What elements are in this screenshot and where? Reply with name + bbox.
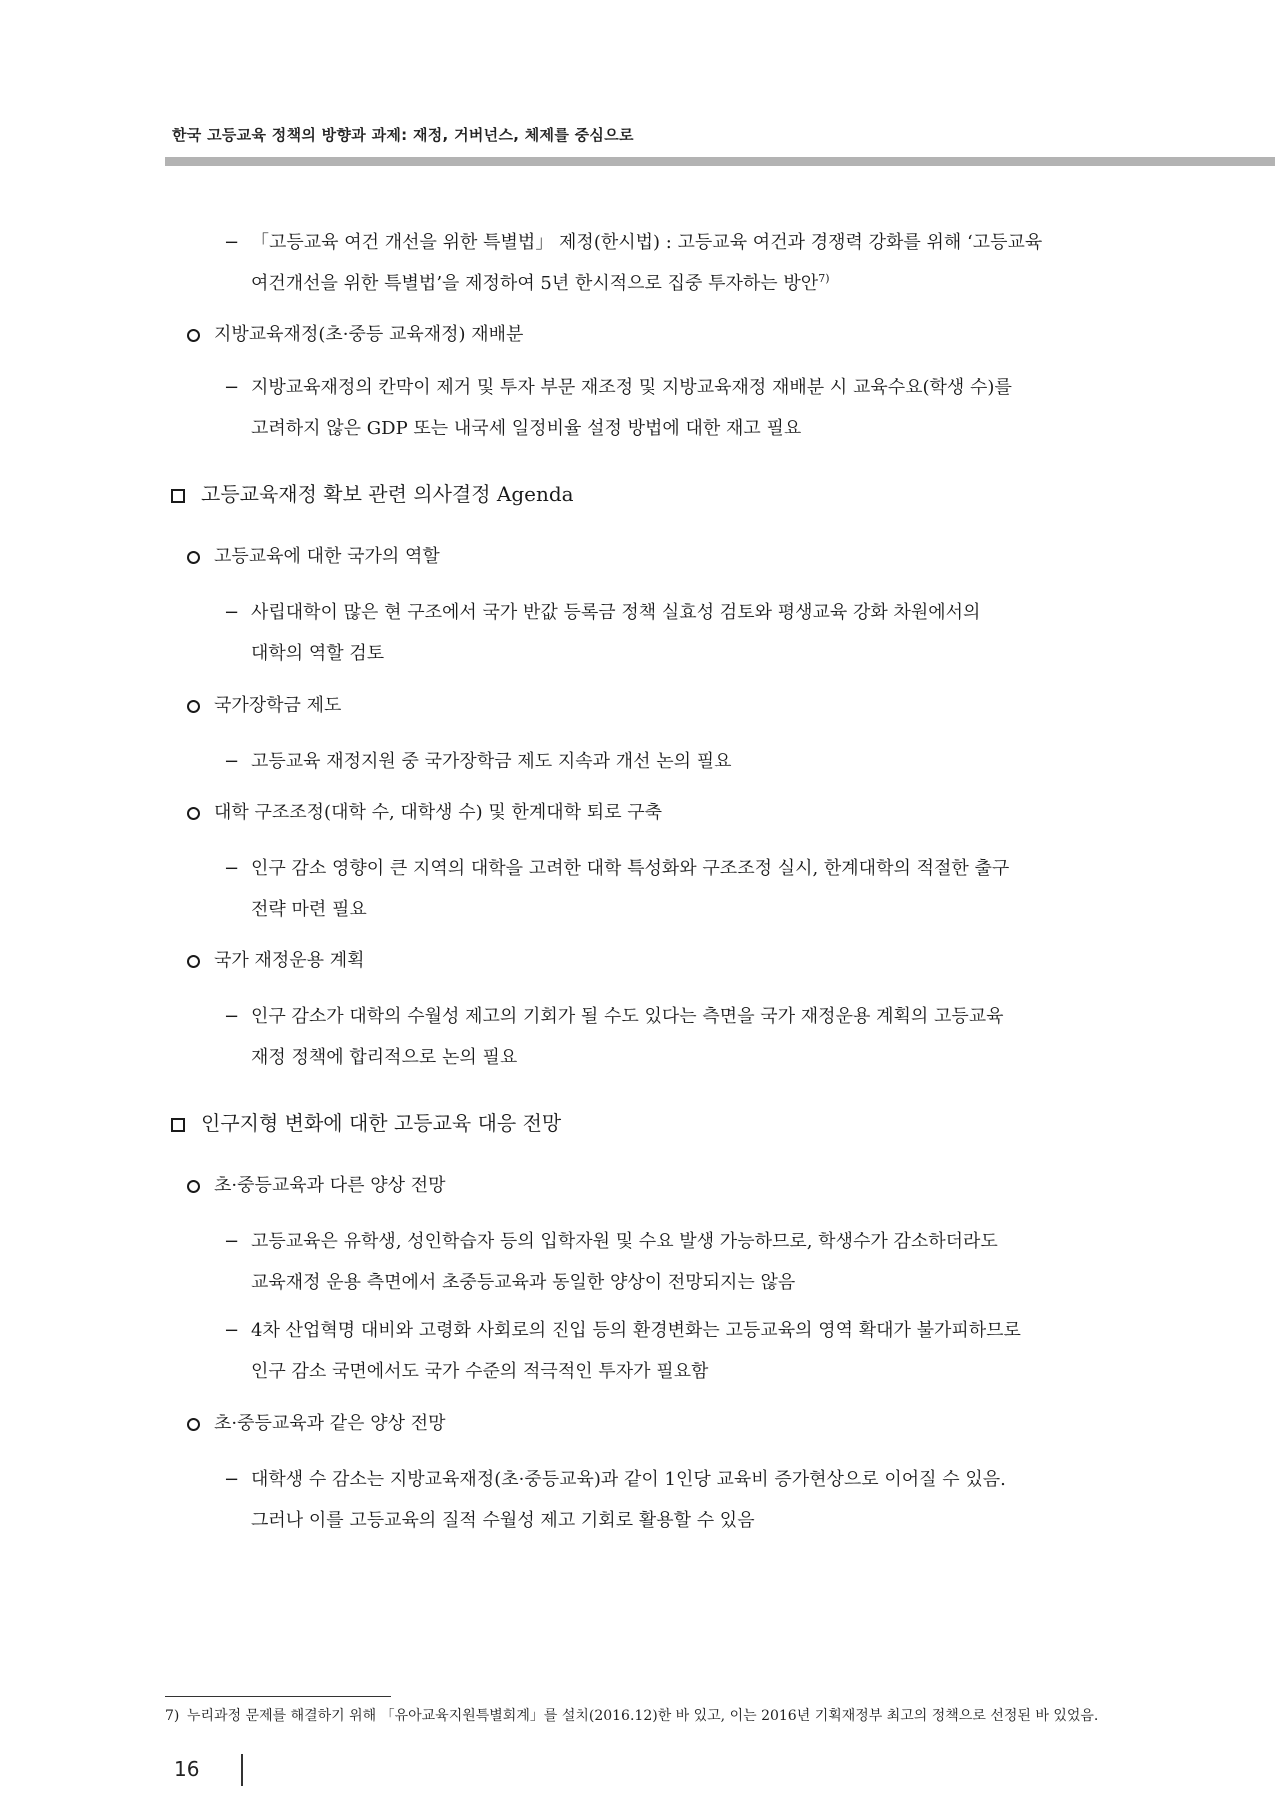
circle-bullet-icon xyxy=(187,807,200,820)
circle-bullet-icon xyxy=(187,1180,200,1193)
dash-bullet: − xyxy=(224,751,240,772)
dash-bullet: − xyxy=(224,858,240,879)
bullet-text: 4차 산업혁명 대비와 고령화 사회로의 진입 등의 환경변화는 고등교육의 영역 확대가 불가피하므로 xyxy=(251,1320,1021,1341)
sub-heading: 국가장학금 제도 xyxy=(214,695,342,716)
dash-bullet: − xyxy=(224,602,240,623)
bullet-text: 인구 감소 영향이 큰 지역의 대학을 고려한 대학 특성화와 구조조정 실시, 한계대학의 적절한 출구 xyxy=(251,858,1010,879)
sub-heading: 지방교육재정(초·중등 교육재정) 재배분 xyxy=(214,324,524,345)
square-bullet-icon xyxy=(171,1118,185,1132)
bullet-text: 사립대학이 많은 현 구조에서 국가 반값 등록금 정책 실효성 검토와 평생교육 강화 차원에서의 xyxy=(251,602,981,623)
bullet-text-cont: 전략 마련 필요 xyxy=(251,899,367,920)
footnote-ref: 7) xyxy=(818,272,830,285)
footnote xyxy=(165,1706,1125,1727)
bullet-text-cont: 그러나 이를 고등교육의 질적 수월성 제고 기회로 활용할 수 있음 xyxy=(251,1510,755,1531)
dash-bullet: − xyxy=(224,1231,240,1252)
section-heading: 인구지형 변화에 대한 고등교육 대응 전망 xyxy=(201,1111,562,1135)
sub-heading: 초·중등교육과 다른 양상 전망 xyxy=(214,1175,446,1196)
bullet-text-cont: 재정 정책에 합리적으로 논의 필요 xyxy=(251,1047,518,1068)
bullet-text-cont: 고려하지 않은 GDP 또는 내국세 일정비율 설정 방법에 대한 재고 필요 xyxy=(251,418,802,439)
dash-bullet: − xyxy=(224,1320,240,1341)
square-bullet-icon xyxy=(171,489,185,503)
sub-heading: 국가 재정운용 계획 xyxy=(214,950,365,971)
circle-bullet-icon xyxy=(187,1418,200,1431)
footnote-rule xyxy=(165,1696,391,1697)
bullet-text: 지방교육재정의 칸막이 제거 및 투자 부문 재조정 및 지방교육재정 재배분 시 교육수요(학생 수)를 xyxy=(251,377,1012,398)
bullet-text: 여건개선을 위한 특별법’을 제정하여 5년 한시적으로 집중 투자하는 방안 xyxy=(251,273,819,294)
dash-bullet: − xyxy=(224,232,240,253)
bullet-text-cont: 대학의 역할 검토 xyxy=(251,643,385,664)
bullet-text: 고등교육 재정지원 중 국가장학금 제도 지속과 개선 논의 필요 xyxy=(251,751,732,772)
sub-heading: 초·중등교육과 같은 양상 전망 xyxy=(214,1413,446,1434)
bullet-text-cont: 교육재정 운용 측면에서 초중등교육과 동일한 양상이 전망되지는 않음 xyxy=(251,1272,796,1293)
bullet-text: 「고등교육 여건 개선을 위한 특별법」 제정(한시법) : 고등교육 여건과 경쟁력 강화를 위해 ‘고등교육 xyxy=(251,232,1043,253)
section-heading: 고등교육재정 확보 관련 의사결정 Agenda xyxy=(201,482,574,506)
dash-bullet: − xyxy=(224,1006,240,1027)
bullet-text-cont xyxy=(251,272,830,296)
bullet-text: 인구 감소가 대학의 수월성 제고의 기회가 될 수도 있다는 측면을 국가 재정운용 계획의 고등교육 xyxy=(251,1006,1004,1027)
page-header: 한국 고등교육 정책의 방향과 과제: 재정, 거버넌스, 체제를 중심으로 xyxy=(172,126,634,144)
dash-bullet: − xyxy=(224,377,240,398)
bullet-text: 대학생 수 감소는 지방교육재정(초·중등교육)과 같이 1인당 교육비 증가현상으로 이어질 수 있음. xyxy=(251,1469,1006,1490)
page-number: 16 xyxy=(174,1757,200,1781)
sub-heading: 대학 구조조정(대학 수, 대학생 수) 및 한계대학 퇴로 구축 xyxy=(214,802,663,823)
circle-bullet-icon xyxy=(187,329,200,342)
header-rule xyxy=(165,157,1275,166)
circle-bullet-icon xyxy=(187,700,200,713)
bullet-text-cont: 인구 감소 국면에서도 국가 수준의 적극적인 투자가 필요함 xyxy=(251,1361,709,1382)
sub-heading: 고등교육에 대한 국가의 역할 xyxy=(214,546,440,567)
circle-bullet-icon xyxy=(187,551,200,564)
footnote-mark: 7) xyxy=(165,1708,180,1724)
dash-bullet: − xyxy=(224,1469,240,1490)
page-number-divider xyxy=(241,1754,243,1786)
circle-bullet-icon xyxy=(187,955,200,968)
footnote-text: 누리과정 문제를 해결하기 위해 「유아교육지원특별회계」를 설치(2016.12)한 바 있고, 이는 2016년 기획재정부 최고의 정책으로 선정된 바 있었음. xyxy=(187,1708,1099,1724)
bullet-text: 고등교육은 유학생, 성인학습자 등의 입학자원 및 수요 발생 가능하므로, 학생수가 감소하더라도 xyxy=(251,1231,998,1252)
